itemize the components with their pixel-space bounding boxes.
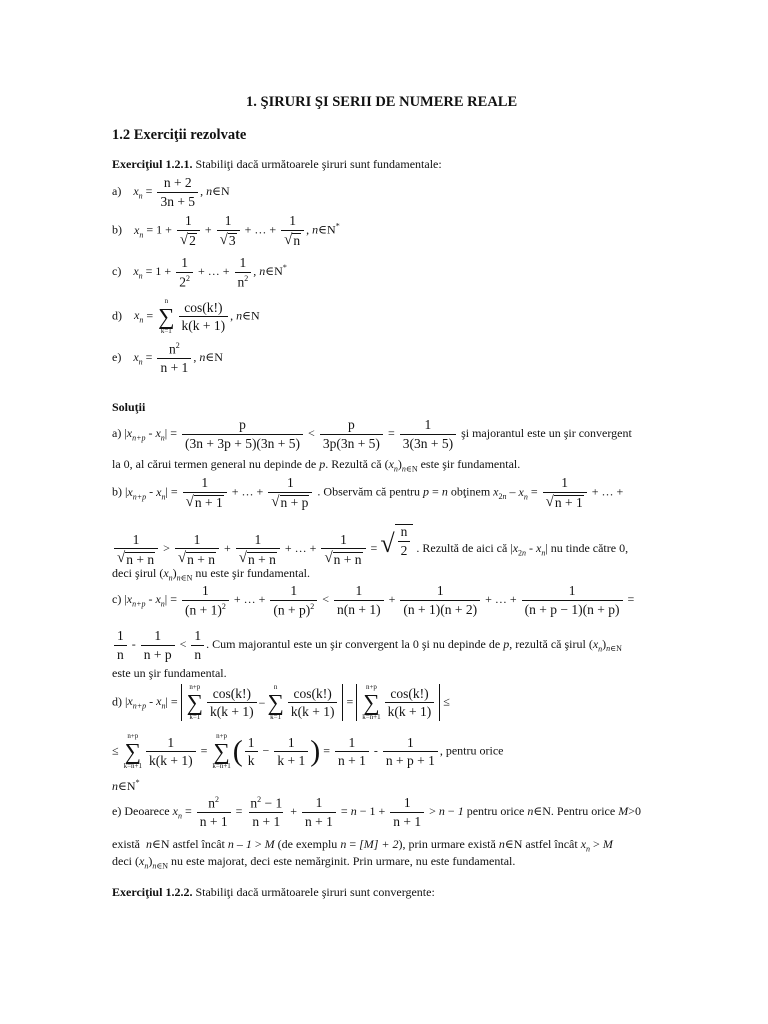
solution-b-line-3: deci şirul $(x_n)_{n\in N}$ nu este şir fundamental.	[112, 566, 310, 583]
solution-d-line-2: ≤ n+p ∑ k=n+1 $\frac{1}{k(k + 1)}$ = n+p ∑ k=n+1 ( $\frac{1}{k}$ − $\frac{1}{k + 1}$ ) = $\frac{1}{n + 1}$ - $\frac{1}{n + p + 1}$ , pentru orice	[112, 732, 504, 770]
page-title: 1. ŞIRURI ŞI SERII DE NUMERE REALE	[246, 94, 518, 110]
exercise-1-statement	[112, 158, 442, 170]
solution-b-line-2: 1 √ n + n > 1 √ n + n + 1 √ n + n + … + 1 √ n + n = √ $\frac{n}{2}$ . Rezultă de aici că $|x_{2n} - x_n|$ nu tinde către 0,	[112, 524, 628, 566]
item-a-label: a)	[112, 183, 122, 198]
solution-a-line-2: la 0, al cărui termen general nu depinde de p. Rezultă că $(x_n)_{n\in N}$ este şir fundamental.	[112, 457, 521, 474]
solution-e-line-1: e) Deoarece $x_n$ = $\frac{n^2}{n + 1}$ = $\frac{n^2 - 1}{n + 1}$ + $\frac{1}{n + 1}$ = n − 1 + $\frac{1}{n + 1}$ > n − 1 pentru orice n∈N. Pentru orice M>0	[112, 795, 641, 829]
solution-e-line-2: există n∈N astfel încât n – 1 > M (de exemplu n = [M] + 2), prin urmare există n∈N astfel încât $x_n > M$	[112, 837, 613, 854]
item-b-label: b)	[112, 222, 122, 237]
solution-c-line-2: $\frac{1}{n}$ - $\frac{1}{n + p}$ < $\frac{1}{n}$ . Cum majorantul este un şir convergent la 0 şi nu depinde de p, rezultă că şirul $(x_n)_{n\in N}$	[112, 629, 622, 661]
item-c-label: c)	[112, 264, 122, 278]
item-e-label: e)	[112, 350, 122, 364]
solution-c-line-3: este un şir fundamental.	[112, 666, 227, 680]
item-b: b) $x_n = 1$ + 1 √ 2 + 1 √ 3 + … + 1 √ n , n∈N*	[112, 213, 340, 248]
exercise-1-text: Stabiliţi dacă următoarele şiruri sunt fundamentale:	[195, 157, 442, 171]
item-c: c) $x_n = 1$ + $\frac{1}{2^2}$ + … + $\frac{1}{n^2}$ , n∈N*	[112, 255, 287, 289]
solution-a-line-1: a) $|x_{n+p} - x_n|$ = $\frac{p}{(3n + 3p + 5)(3n + 5)}$ < $\frac{p}{3p(3n + 5)}$ = $\frac{1}{3(3n + 5)}$ şi majorantul este un şir convergent	[112, 417, 632, 451]
fraction: $\frac{n + 2}{3n + 5}$	[157, 176, 198, 208]
solution-c-line-1: c) $|x_{n+p} - x_n|$ = $\frac{1}{(n + 1)^2}$ + … + $\frac{1}{(n + p)^2}$ < $\frac{1}{n(n + 1)}$ + $\frac{1}{(n + 1)(n + 2)}$ + … + $\frac{1}{(n + p - 1)(n + p)}$ =	[112, 583, 635, 617]
solution-e-line-3: deci $(x_n)_{n\in N}$ nu este majorat, deci este nemărginit. Prin urmare, nu este fundamental.	[112, 854, 516, 871]
exercise-2-text: Stabiliţi dacă următoarele şiruri sunt convergente:	[195, 885, 435, 899]
solution-d-line-3: n∈N*	[112, 778, 140, 793]
item-a: a) $x_n$ = $\frac{n + 2}{3n + 5}$ , n∈N	[112, 175, 230, 209]
solution-b-line-1: b) $|x_{n+p} - x_n|$ = 1 √ n + 1 + … + 1 √ n + p . Observăm că pentru p = n obţinem $x_{2n} - x_n$ = 1 √ n + 1 + … +	[112, 475, 624, 510]
sum-symbol: n ∑ k=1	[158, 297, 175, 335]
section-heading: 1.2 Exerciţii rezolvate	[112, 127, 247, 143]
solution-d-line-1: d) $|x_{n+p} - x_n|$ = n+p ∑ k=1 cos(k!) k(k + 1) − n ∑ k=1 cos(k!) k(k + 1) = n+p ∑ k=n+1 cos(k!) k(k + 1) ≤	[112, 683, 450, 721]
exercise-2-label: Exerciţiul 1.2.2.	[112, 885, 193, 899]
exercise-1-label: Exerciţiul 1.2.1.	[112, 157, 193, 171]
item-d-label: d)	[112, 308, 122, 323]
item-d: d) $x_n$ = n ∑ k=1 $\frac{\cos(k!)}{k(k + 1)}$ , n∈N	[112, 297, 260, 335]
item-e: e) $x_n$ = $\frac{n^2}{n + 1}$ , n∈N	[112, 341, 223, 375]
exercise-2-statement	[112, 886, 435, 898]
solutions-heading: Soluţii	[112, 400, 146, 414]
